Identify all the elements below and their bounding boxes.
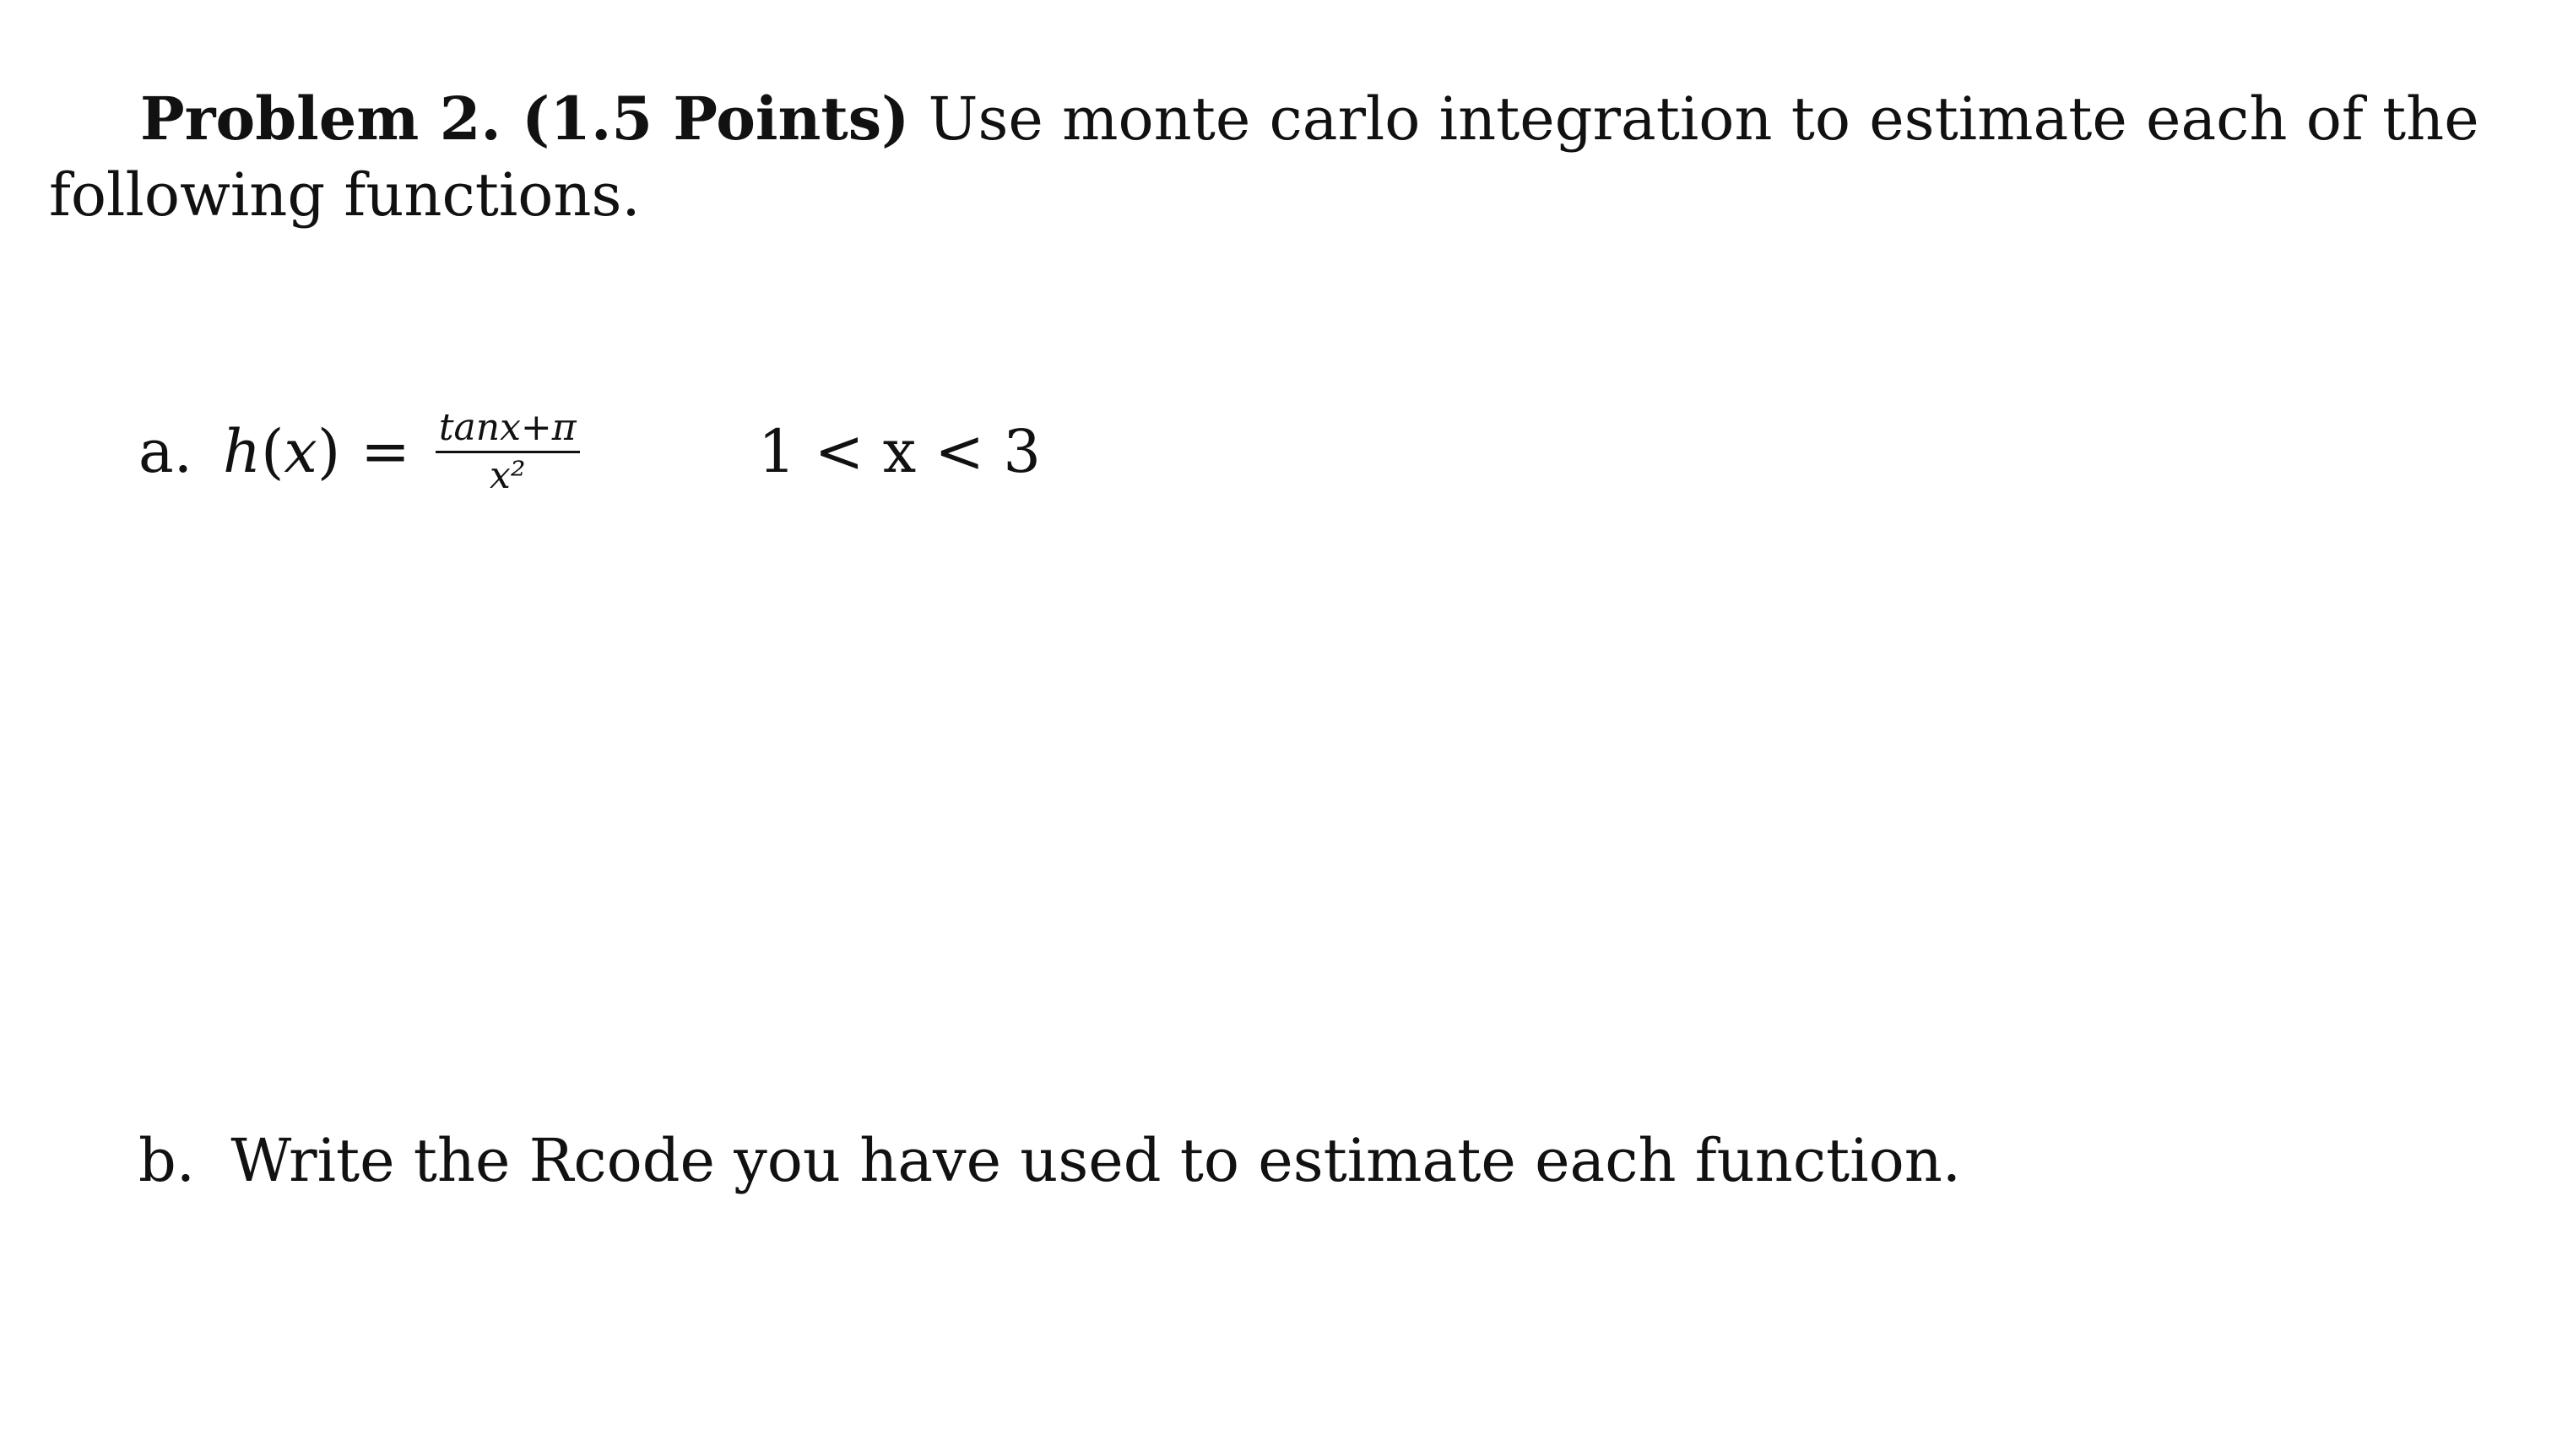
function-fraction xyxy=(436,407,580,497)
part-b-text: Write the Rcode you have used to estimate each function. xyxy=(230,1126,1962,1195)
part-b-label: b. xyxy=(138,1126,196,1195)
interval-text: 1 < x < 3 xyxy=(758,417,1041,486)
fraction-denominator: x² xyxy=(490,453,526,497)
fraction-numerator: tanx+π xyxy=(436,407,580,453)
problem-statement xyxy=(49,81,2497,233)
open-paren: ( xyxy=(261,417,284,486)
function-variable: x xyxy=(284,417,317,486)
integration-interval xyxy=(758,397,1041,506)
part-a-label: a. xyxy=(138,417,192,486)
function-name: h xyxy=(222,417,262,486)
part-b xyxy=(138,1123,1961,1199)
part-a xyxy=(138,397,580,506)
problem-heading: Problem 2. (1.5 Points) xyxy=(140,84,910,154)
problem-intro: Use monte carlo integration to estimate each of the following functions. xyxy=(49,84,2479,230)
equals-sign: = xyxy=(360,417,410,486)
close-paren: ) xyxy=(317,417,341,486)
